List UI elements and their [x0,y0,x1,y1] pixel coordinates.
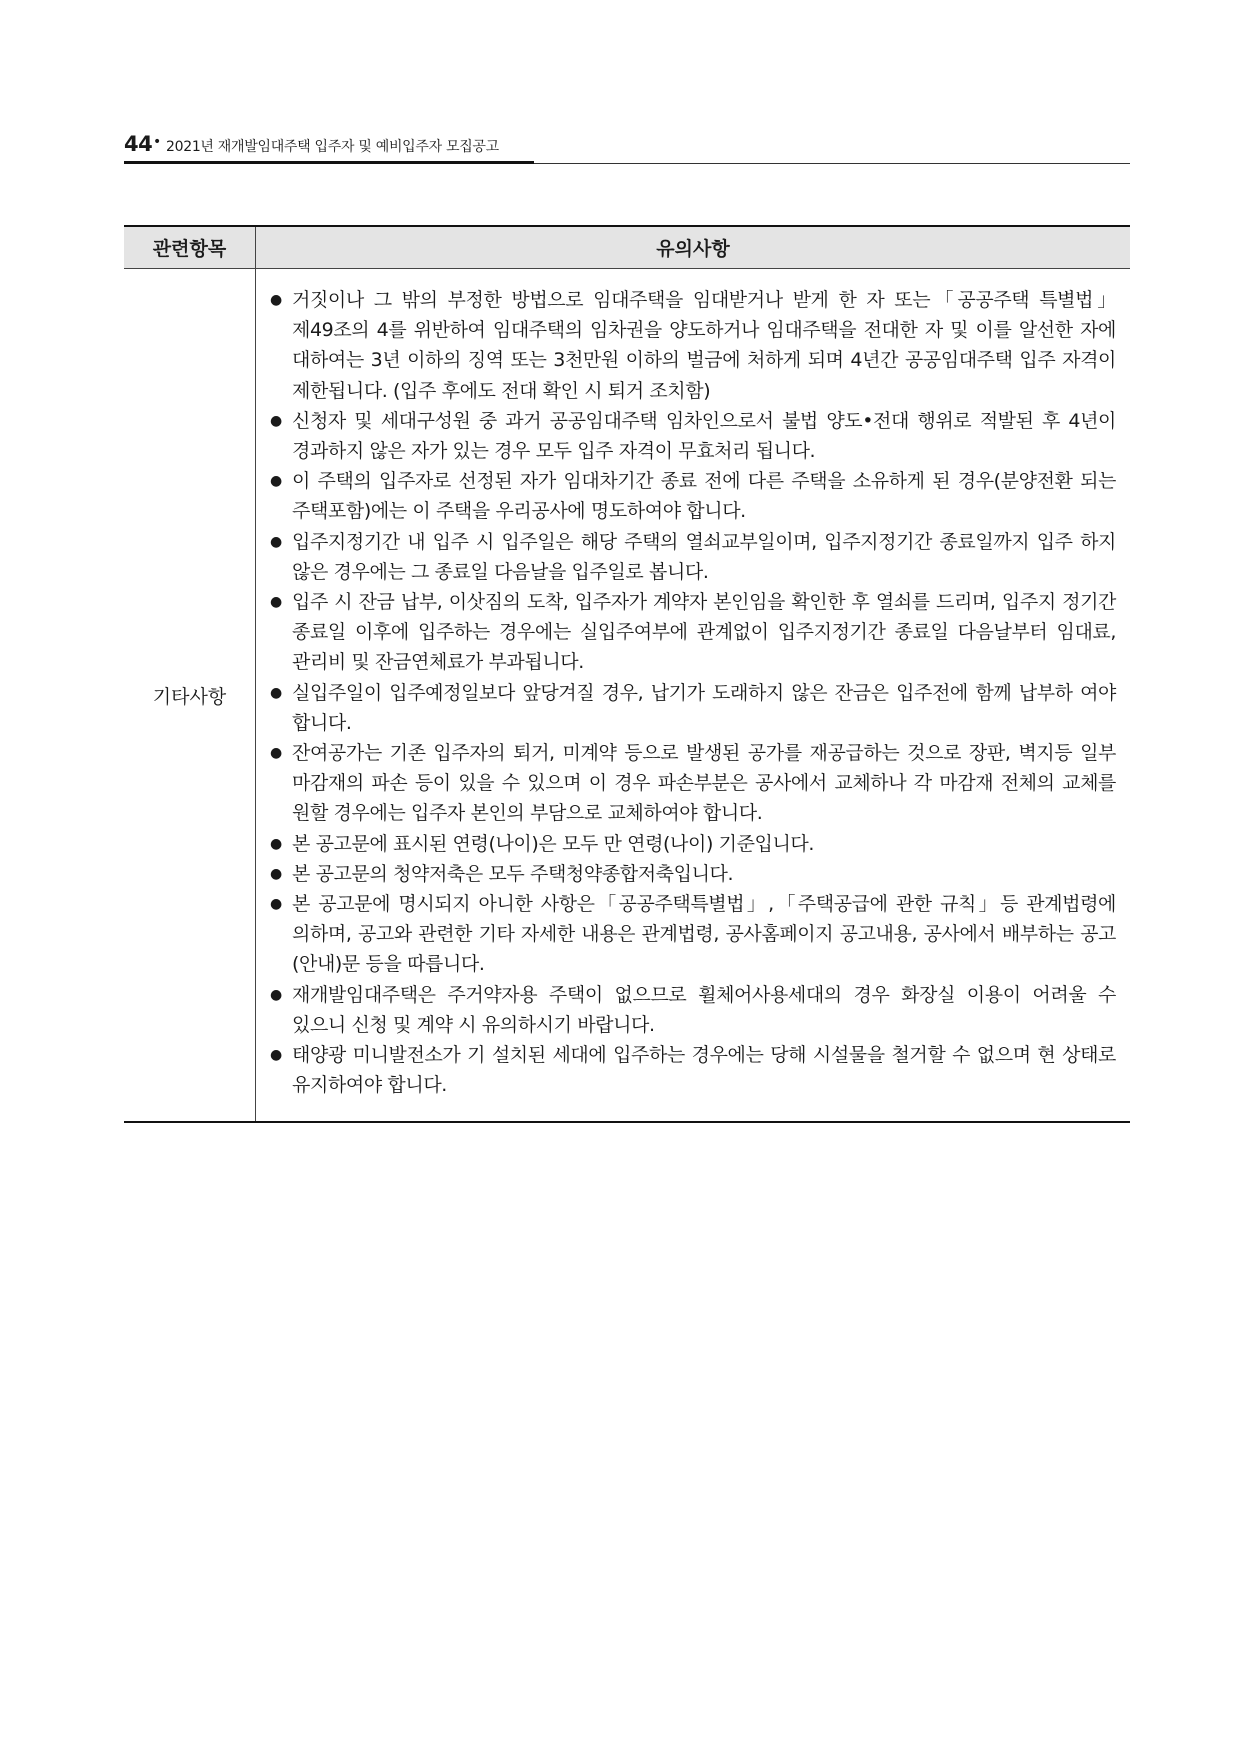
list-item [270,829,1116,859]
bullet-icon: ● [270,412,282,429]
note-text: 태양광 미니발전소가 기 설치된 세대에 입주하는 경우에는 당해 시설물을 철거할 수 없으며 현 상태로 유지하여야 합니다. [292,1044,1116,1097]
page-number: 44 [124,132,153,156]
column-header-category: 관련항목 [124,227,256,268]
list-item [270,527,1116,587]
note-text: 본 공고문에 명시되지 아니한 사항은「공공주택특별법」,「주택공급에 관한 규칙」등 관계법령에 의하며, 공고와 관련한 기타 자세한 내용은 관계법령, 공사홈페이지 공고내용, 공사에서 배부하는 공고 (안내)문 등을 따릅니다. [292,893,1116,976]
bullet-icon: ● [270,1047,282,1064]
bullet-icon: ● [270,292,282,308]
notes-list [270,285,1116,1100]
list-item [270,980,1116,1040]
bullet-icon: ● [270,896,282,913]
list-item [270,466,1116,526]
document-title: 2021년 재개발임대주택 입주자 및 예비입주자 모집공고 [166,139,499,155]
list-item [270,889,1116,980]
list-item [270,678,1116,738]
column-header-notes: 유의사항 [656,238,730,260]
header-rule-accent [124,161,534,164]
bullet-icon: ● [270,986,282,1003]
note-text: 본 공고문의 청약저축은 모두 주택청약종합저축입니다. [292,862,734,885]
list-item [270,859,1116,889]
note-text: 이 주택의 입주자로 선정된 자가 임대차기간 종료 전에 다른 주택을 소유하게 된 경우(분양전환 되는 주택포함)에는 이 주택을 우리공사에 명도하여야 합니다. [292,470,1116,523]
bullet-icon: ● [270,865,282,882]
row-category-cell: 기타사항 [124,269,256,1121]
table-row [124,269,1130,1121]
list-item [270,1040,1116,1100]
list-item [270,738,1116,829]
bullet-icon: ● [270,745,282,762]
bullet-icon: ● [270,594,282,611]
list-item [270,587,1116,678]
note-text: 실입주일이 입주예정일보다 앞당겨질 경우, 납기가 도래하지 않은 잔금은 입주전에 함께 납부하 여야 합니다. [292,681,1116,734]
list-item [270,285,1116,406]
note-text: 입주 시 잔금 납부, 이삿짐의 도착, 입주자가 계약자 본인임을 확인한 후 열쇠를 드리며, 입주지 정기간 종료일 이후에 입주하는 경우에는 실입주여부에 관계없이 입주지정기간 종료일 다음날부터 임대료, 관리비 및 잔금연체료가 부과됩니다. [292,591,1116,674]
note-text: 본 공고문에 표시된 연령(나이)은 모두 만 연령(나이) 기준입니다. [292,832,815,855]
bullet-icon: ● [270,684,282,701]
bullet-icon: ● [270,473,282,490]
note-text: 입주지정기간 내 입주 시 입주일은 해당 주택의 열쇠교부일이며, 입주지정기간 종료일까지 입주 하지 않은 경우에는 그 종료일 다음날을 입주일로 봅니다. [292,530,1116,583]
note-text: 재개발임대주택은 주거약자용 주택이 없으므로 휠체어사용세대의 경우 화장실 이용이 어려울 수 있으니 신청 및 계약 시 유의하시기 바랍니다. [292,983,1116,1036]
note-text: 거짓이나 그 밖의 부정한 방법으로 임대주택을 임대받거나 받게 한 자 또는「공공주택 특별법」 제49조의 4를 위반하여 임대주택의 임차권을 양도하거나 임대주택을 전대한 자 및 이를 알선한 자에 대하여는 3년 이하의 징역 또는 3천만원 이하의 벌금에 처하게 되며 4년간 공공임대주택 입주 자격이 제한됩니다. (입주 후에도 전대 확인 시 퇴거 조치함) [292,289,1116,402]
header-separator: • [153,134,162,150]
page-header [124,128,1130,164]
table-header-row [124,227,1130,269]
bullet-icon: ● [270,835,282,852]
row-notes-cell [256,269,1130,1121]
list-item [270,406,1116,466]
bullet-icon: ● [270,533,282,550]
note-text: 잔여공가는 기존 입주자의 퇴거, 미계약 등으로 발생된 공가를 재공급하는 것으로 장판, 벽지등 일부 마감재의 파손 등이 있을 수 있으며 이 경우 파손부분은 공사에서 교체하나 각 마감재 전체의 교체를 원할 경우에는 입주자 본인의 부담으로 교체하여야 합니다. [292,742,1116,825]
note-text: 신청자 및 세대구성원 중 과거 공공임대주택 임차인으로서 불법 양도•전대 행위로 적발된 후 4년이 경과하지 않은 자가 있는 경우 모두 입주 자격이 무효처리 됩니다. [292,409,1116,463]
notes-table [124,225,1130,1123]
